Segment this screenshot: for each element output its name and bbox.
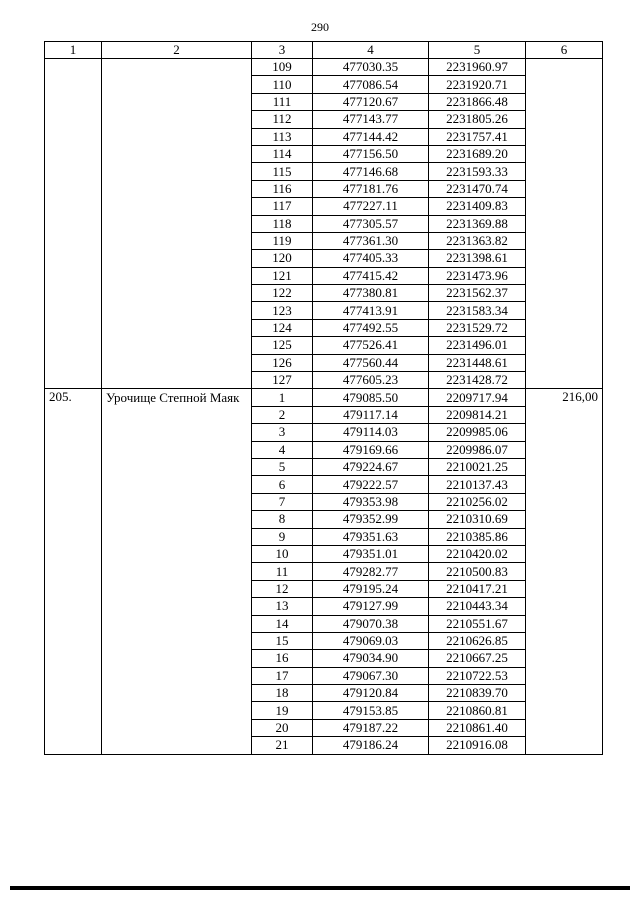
- x-coordinate-cell: 477143.77: [313, 111, 429, 128]
- y-coordinate-cell: 2231920.71: [429, 76, 526, 93]
- x-coordinate-cell: 477380.81: [313, 285, 429, 302]
- y-coordinate-cell: 2231689.20: [429, 145, 526, 162]
- point-number-cell: 115: [252, 163, 313, 180]
- y-coordinate-cell: 2210860.81: [429, 702, 526, 719]
- header-cell: 6: [526, 42, 603, 59]
- header-cell: 1: [45, 42, 102, 59]
- point-number-cell: 109: [252, 59, 313, 76]
- point-number-cell: 15: [252, 632, 313, 649]
- y-coordinate-cell: 2210137.43: [429, 476, 526, 493]
- point-number-cell: 1: [252, 389, 313, 406]
- y-coordinate-cell: 2231448.61: [429, 354, 526, 371]
- point-number-cell: 17: [252, 667, 313, 684]
- table-body: [45, 42, 603, 755]
- point-number-cell: 6: [252, 476, 313, 493]
- x-coordinate-cell: 479069.03: [313, 632, 429, 649]
- point-number-cell: 5: [252, 458, 313, 475]
- point-number-cell: 14: [252, 615, 313, 632]
- point-number-cell: 8: [252, 511, 313, 528]
- point-number-cell: 4: [252, 441, 313, 458]
- x-coordinate-cell: 479127.99: [313, 598, 429, 615]
- y-coordinate-cell: 2210385.86: [429, 528, 526, 545]
- y-coordinate-cell: 2231866.48: [429, 93, 526, 110]
- point-number-cell: 21: [252, 737, 313, 754]
- point-number-cell: 119: [252, 232, 313, 249]
- point-number-cell: 116: [252, 180, 313, 197]
- x-coordinate-cell: 477605.23: [313, 372, 429, 389]
- y-coordinate-cell: 2210722.53: [429, 667, 526, 684]
- x-coordinate-cell: 479114.03: [313, 424, 429, 441]
- point-number-cell: 7: [252, 493, 313, 510]
- x-coordinate-cell: 477030.35: [313, 59, 429, 76]
- object-name-cell: [102, 59, 252, 389]
- x-coordinate-cell: 477144.42: [313, 128, 429, 145]
- y-coordinate-cell: 2231583.34: [429, 302, 526, 319]
- bottom-rule: [10, 886, 630, 890]
- point-number-cell: 111: [252, 93, 313, 110]
- header-cell: 3: [252, 42, 313, 59]
- y-coordinate-cell: 2209717.94: [429, 389, 526, 406]
- header-cell: 4: [313, 42, 429, 59]
- x-coordinate-cell: 479224.67: [313, 458, 429, 475]
- point-number-cell: 110: [252, 76, 313, 93]
- y-coordinate-cell: 2210916.08: [429, 737, 526, 754]
- point-number-cell: 16: [252, 650, 313, 667]
- coordinates-table: [44, 41, 603, 755]
- point-number-cell: 127: [252, 372, 313, 389]
- table-header-row: [45, 42, 603, 59]
- x-coordinate-cell: 477526.41: [313, 337, 429, 354]
- point-number-cell: 114: [252, 145, 313, 162]
- y-coordinate-cell: 2231398.61: [429, 250, 526, 267]
- point-number-cell: 13: [252, 598, 313, 615]
- y-coordinate-cell: 2210021.25: [429, 458, 526, 475]
- x-coordinate-cell: 477120.67: [313, 93, 429, 110]
- area-cell: 216,00: [526, 389, 603, 754]
- point-number-cell: 3: [252, 424, 313, 441]
- x-coordinate-cell: 477560.44: [313, 354, 429, 371]
- x-coordinate-cell: 477415.42: [313, 267, 429, 284]
- y-coordinate-cell: 2231529.72: [429, 319, 526, 336]
- y-coordinate-cell: 2231960.97: [429, 59, 526, 76]
- area-cell: [526, 59, 603, 389]
- point-number-cell: 10: [252, 545, 313, 562]
- header-cell: 2: [102, 42, 252, 59]
- point-number-cell: 125: [252, 337, 313, 354]
- x-coordinate-cell: 477413.91: [313, 302, 429, 319]
- y-coordinate-cell: 2231562.37: [429, 285, 526, 302]
- y-coordinate-cell: 2231805.26: [429, 111, 526, 128]
- y-coordinate-cell: 2210310.69: [429, 511, 526, 528]
- point-number-cell: 9: [252, 528, 313, 545]
- point-number-cell: 121: [252, 267, 313, 284]
- point-number-cell: 118: [252, 215, 313, 232]
- y-coordinate-cell: 2210839.70: [429, 685, 526, 702]
- point-number-cell: 124: [252, 319, 313, 336]
- y-coordinate-cell: 2210861.40: [429, 719, 526, 736]
- object-number-cell: 205.: [45, 389, 102, 754]
- y-coordinate-cell: 2231473.96: [429, 267, 526, 284]
- x-coordinate-cell: 479222.57: [313, 476, 429, 493]
- x-coordinate-cell: 479353.98: [313, 493, 429, 510]
- y-coordinate-cell: 2210420.02: [429, 545, 526, 562]
- x-coordinate-cell: 479195.24: [313, 580, 429, 597]
- x-coordinate-cell: 479351.63: [313, 528, 429, 545]
- x-coordinate-cell: 479067.30: [313, 667, 429, 684]
- x-coordinate-cell: 477086.54: [313, 76, 429, 93]
- x-coordinate-cell: 477146.68: [313, 163, 429, 180]
- x-coordinate-cell: 479186.24: [313, 737, 429, 754]
- x-coordinate-cell: 479117.14: [313, 406, 429, 423]
- x-coordinate-cell: 479169.66: [313, 441, 429, 458]
- x-coordinate-cell: 479153.85: [313, 702, 429, 719]
- y-coordinate-cell: 2209986.07: [429, 441, 526, 458]
- y-coordinate-cell: 2210417.21: [429, 580, 526, 597]
- point-number-cell: 18: [252, 685, 313, 702]
- x-coordinate-cell: 479352.99: [313, 511, 429, 528]
- y-coordinate-cell: 2210551.67: [429, 615, 526, 632]
- y-coordinate-cell: 2231428.72: [429, 372, 526, 389]
- point-number-cell: 123: [252, 302, 313, 319]
- x-coordinate-cell: 479070.38: [313, 615, 429, 632]
- point-number-cell: 126: [252, 354, 313, 371]
- x-coordinate-cell: 479187.22: [313, 719, 429, 736]
- x-coordinate-cell: 477405.33: [313, 250, 429, 267]
- x-coordinate-cell: 479282.77: [313, 563, 429, 580]
- x-coordinate-cell: 477156.50: [313, 145, 429, 162]
- point-number-cell: 11: [252, 563, 313, 580]
- point-number-cell: 20: [252, 719, 313, 736]
- x-coordinate-cell: 477181.76: [313, 180, 429, 197]
- point-number-cell: 2: [252, 406, 313, 423]
- table-row: [45, 59, 603, 76]
- y-coordinate-cell: 2231369.88: [429, 215, 526, 232]
- x-coordinate-cell: 479085.50: [313, 389, 429, 406]
- y-coordinate-cell: 2210626.85: [429, 632, 526, 649]
- point-number-cell: 12: [252, 580, 313, 597]
- point-number-cell: 122: [252, 285, 313, 302]
- point-number-cell: 19: [252, 702, 313, 719]
- x-coordinate-cell: 477492.55: [313, 319, 429, 336]
- header-cell: 5: [429, 42, 526, 59]
- y-coordinate-cell: 2210443.34: [429, 598, 526, 615]
- x-coordinate-cell: 477227.11: [313, 198, 429, 215]
- x-coordinate-cell: 477305.57: [313, 215, 429, 232]
- point-number-cell: 120: [252, 250, 313, 267]
- x-coordinate-cell: 479034.90: [313, 650, 429, 667]
- y-coordinate-cell: 2231593.33: [429, 163, 526, 180]
- y-coordinate-cell: 2210667.25: [429, 650, 526, 667]
- y-coordinate-cell: 2231363.82: [429, 232, 526, 249]
- table-row: [45, 389, 603, 406]
- y-coordinate-cell: 2210500.83: [429, 563, 526, 580]
- x-coordinate-cell: 479351.01: [313, 545, 429, 562]
- y-coordinate-cell: 2231470.74: [429, 180, 526, 197]
- x-coordinate-cell: 479120.84: [313, 685, 429, 702]
- object-name-cell: Урочище Степной Маяк: [102, 389, 252, 754]
- object-number-cell: [45, 59, 102, 389]
- y-coordinate-cell: 2209814.21: [429, 406, 526, 423]
- y-coordinate-cell: 2231409.83: [429, 198, 526, 215]
- point-number-cell: 113: [252, 128, 313, 145]
- point-number-cell: 112: [252, 111, 313, 128]
- page-number: 290: [311, 20, 329, 34]
- y-coordinate-cell: 2231757.41: [429, 128, 526, 145]
- x-coordinate-cell: 477361.30: [313, 232, 429, 249]
- y-coordinate-cell: 2210256.02: [429, 493, 526, 510]
- y-coordinate-cell: 2231496.01: [429, 337, 526, 354]
- y-coordinate-cell: 2209985.06: [429, 424, 526, 441]
- point-number-cell: 117: [252, 198, 313, 215]
